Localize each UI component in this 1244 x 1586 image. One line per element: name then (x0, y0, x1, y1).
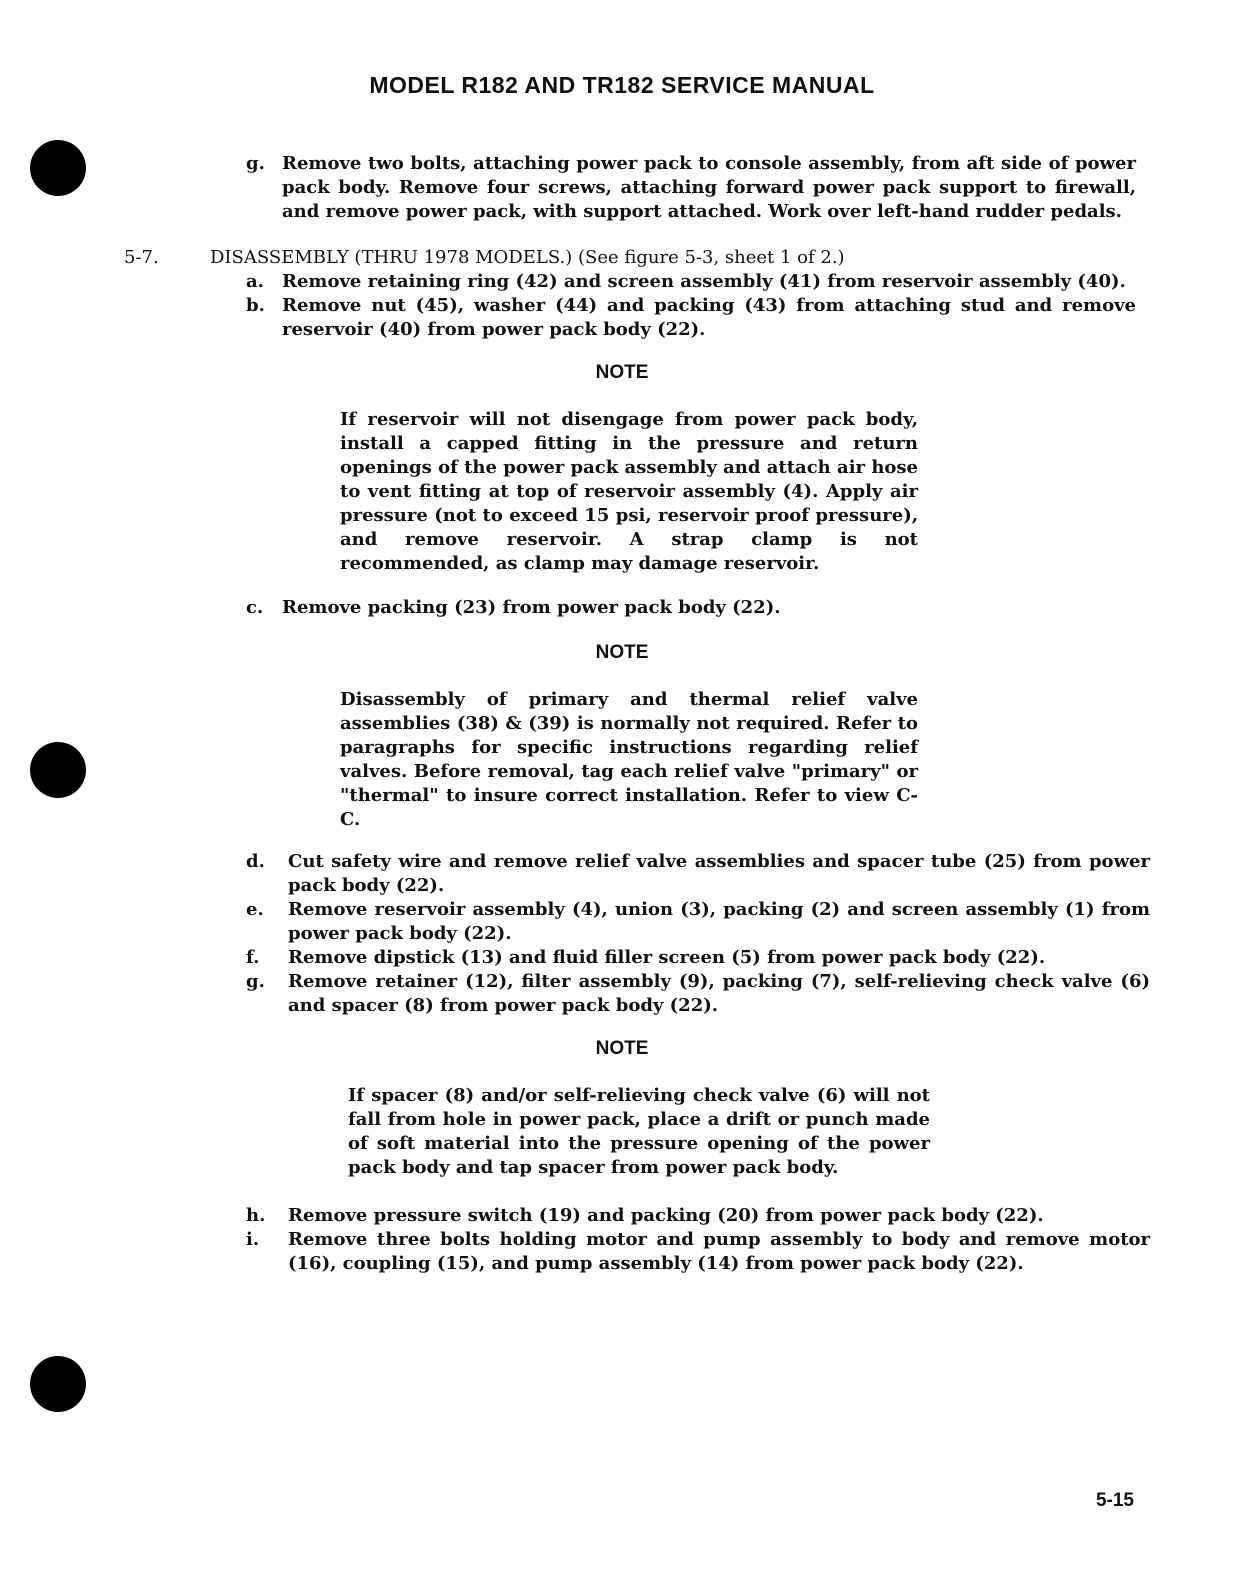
step-e (246, 898, 1150, 946)
note-text-2: Disassembly of primary and thermal relief valve assemblies (38) & (39) is normally not required. Refer to paragraphs for specific instructions regarding relief valves. Before removal, tag each relief valve "primary" or "thermal" to insure correct installation. Refer to view C-C. (340, 689, 918, 830)
step-label: e. (246, 899, 264, 920)
step-text: Remove retainer (12), filter assembly (9), packing (7), self-relieving check valve (6) and spacer (8) from power pack body (22). (288, 971, 1150, 1016)
page-title: MODEL R182 AND TR182 SERVICE MANUAL (369, 72, 875, 98)
step-g (246, 970, 1150, 1018)
step-text: Remove pressure switch (19) and packing (20) from power pack body (22). (288, 1205, 1044, 1226)
step-a (246, 270, 1136, 294)
step-text: Remove retaining ring (42) and screen assembly (41) from reservoir assembly (40). (282, 271, 1126, 292)
step-label: h. (246, 1205, 266, 1226)
step-i (246, 1228, 1150, 1276)
binder-hole-top (30, 140, 86, 196)
step-label: d. (246, 851, 265, 872)
step-label: g. (246, 971, 265, 992)
note-text-1: If reservoir will not disengage from power pack body, install a capped fitting in the pressure and return openings of the power pack assembly and attach air hose to vent fitting at top of reservoir assembly (4). Apply air pressure (not to exceed 15 psi, reservoir proof pressure), and remove reservoir. A strap clamp is not recommended, as clamp may damage reservoir. (340, 409, 918, 574)
section-number: 5-7. (124, 247, 159, 268)
page-number: 5-15 (1095, 1490, 1134, 1511)
note-text-3: If spacer (8) and/or self-relieving check valve (6) will not fall from hole in power pack, place a drift or punch made of soft material into the pressure opening of the power pack body and tap spacer from power pack body. (348, 1085, 930, 1178)
step-text: Remove packing (23) from power pack body (22). (282, 597, 781, 618)
step-text: Remove reservoir assembly (4), union (3), packing (2) and screen assembly (1) from power pack body (22). (288, 899, 1150, 944)
step-label: f. (246, 947, 260, 968)
step-label: g. (246, 153, 265, 174)
step-text: Remove three bolts holding motor and pump assembly to body and remove motor (16), coupling (15), and pump assembly (14) from power pack body (22). (288, 1229, 1150, 1274)
binder-hole-bottom (30, 1356, 86, 1412)
note-heading-1: NOTE (595, 362, 649, 383)
step-f (246, 946, 1150, 970)
step-text: Remove nut (45), washer (44) and packing (43) from attaching stud and remove reservoir (40) from power pack body (22). (282, 295, 1136, 340)
note-heading-3: NOTE (595, 1038, 649, 1059)
step-g-top (246, 152, 1136, 224)
step-label: c. (246, 597, 264, 618)
step-text: Remove dipstick (13) and fluid filler screen (5) from power pack body (22). (288, 947, 1046, 968)
step-c (246, 596, 1136, 620)
step-text: Cut safety wire and remove relief valve assemblies and spacer tube (25) from power pack body (22). (288, 851, 1150, 896)
section-title: DISASSEMBLY (THRU 1978 MODELS.) (See figure 5-3, sheet 1 of 2.) (210, 247, 845, 268)
step-d (246, 850, 1150, 898)
step-label: b. (246, 295, 265, 316)
step-h (246, 1204, 1150, 1228)
step-label: i. (246, 1229, 260, 1250)
step-b (246, 294, 1136, 342)
note-heading-2: NOTE (595, 642, 649, 663)
binder-hole-middle (30, 742, 86, 798)
step-text: Remove two bolts, attaching power pack to console assembly, from aft side of power pack body. Remove four screws, attaching forward power pack support to firewall, and remove power pack, with support attached. Work over left-hand rudder pedals. (282, 153, 1136, 222)
step-label: a. (246, 271, 264, 292)
